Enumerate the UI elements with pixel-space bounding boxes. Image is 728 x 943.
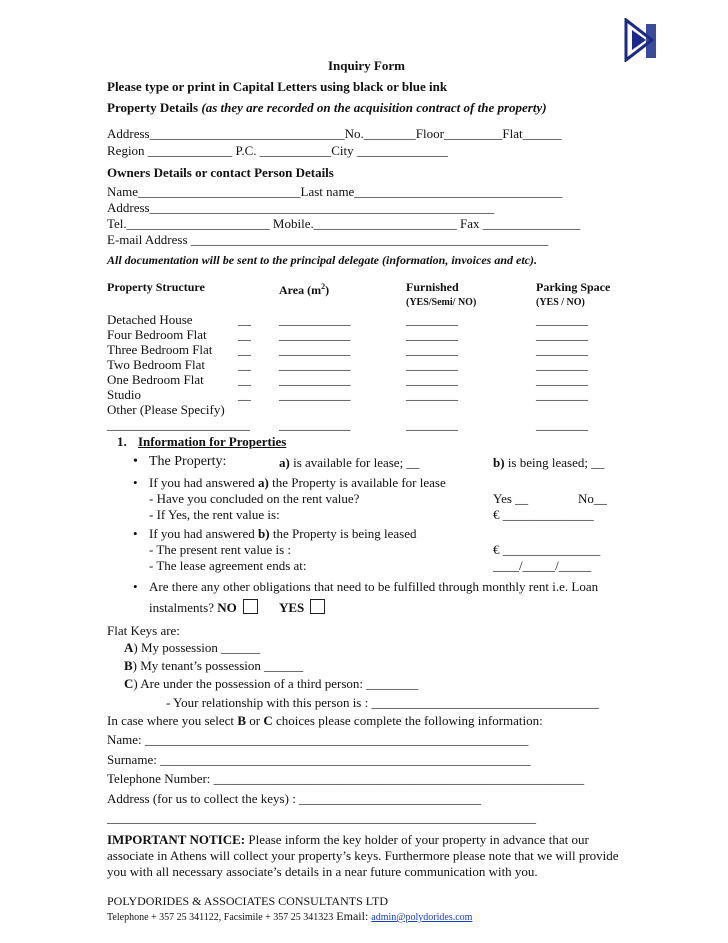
keyholder-address-line2[interactable]: __________________________________________________________________ [107,810,536,825]
footer-email-link[interactable]: admin@polydorides.com [371,912,473,923]
keys-option-c[interactable]: C) Are under the possession of a third person: ________ [124,676,419,691]
row-dash[interactable]: __ [238,327,251,342]
col-furnished-sub: (YES/Semi/ NO) [406,297,477,308]
row-parking[interactable]: ________ [536,357,588,372]
row-label: Detached House [107,312,193,327]
yes-label: YES [279,600,305,615]
row-dash[interactable]: __ [238,387,251,402]
footer-company: POLYDORIDES & ASSOCIATES CONSULTANTS LTD [107,894,388,908]
col-area: Area $(m^2)$ [279,282,330,297]
row-furnished[interactable]: ________ [406,342,458,357]
q-present: - The present rent value is : [149,542,291,557]
lease-end-field[interactable]: ____/_____/_____ [493,558,592,573]
row-dash[interactable]: __ [238,357,251,372]
row-label: One Bedroom Flat [107,372,204,387]
instruction-text: Please type or print in Capital Letters using black or blue ink [107,79,448,94]
keyholder-surname[interactable]: Surname: _________________________________________________________ [107,752,531,767]
q-other-line2: instalments? NO YES [149,599,325,616]
row-parking[interactable]: ________ [536,342,588,357]
row-dash[interactable]: __ [238,312,251,327]
col-parking: Parking Space [536,280,611,294]
other-line[interactable]: ______________________ [107,417,250,432]
keys-option-b[interactable]: B) My tenant’s possession ______ [124,658,304,673]
footer-contact: Telephone + 357 25 341122, Facsimile + 357 25 341323 Email: admin@polydorides.com [107,909,473,923]
row-furnished[interactable]: ________ [406,357,458,372]
no-label: NO [217,600,237,615]
q-rent: - If Yes, the rent value is: [149,507,280,522]
col-furnished: Furnished [406,280,459,294]
no-field[interactable]: No__ [578,491,607,506]
row-parking[interactable]: ________ [536,387,588,402]
owner-heading: Owners Details or contact Person Details [107,165,334,180]
owner-email-line[interactable]: E-mail Address _______________________________________________________ [107,232,549,247]
option-a[interactable]: a) is available for lease; __ [279,455,420,470]
row-parking[interactable]: ________ [536,312,588,327]
section-number: 1. [117,434,127,449]
owner-address-line[interactable]: Address_____________________________________________________ [107,200,495,215]
important-line2: associate in Athens will collect your property’s keys. Furthermore please note that we will provide [107,848,619,863]
owner-phone-line[interactable]: Tel.______________________ Mobile.______________________ Fax _______________ [107,216,581,231]
keyholder-phone[interactable]: Telephone Number: _________________________________________________________ [107,771,585,786]
row-area[interactable]: ___________ [279,357,351,372]
keyholder-name[interactable]: Name: ___________________________________________________________ [107,732,529,747]
q-other-obligations: • Are there any other obligations that need to be fulfilled through monthly rent i.e. Loan [149,579,598,595]
q-ends: - The lease agreement ends at: [149,558,307,573]
col-parking-sub: (YES / NO) [536,297,585,308]
keys-option-a[interactable]: A) My possession ______ [124,640,261,655]
property-details-heading [107,100,547,116]
other-parking[interactable]: ________ [536,417,588,432]
section-title: Information for Properties [138,434,287,449]
row-furnished[interactable]: ________ [406,312,458,327]
present-rent-field[interactable]: € _______________ [493,542,601,557]
row-label: Three Bedroom Flat [107,342,213,357]
important-label: IMPORTANT NOTICE: [107,832,246,847]
row-furnished[interactable]: ________ [406,372,458,387]
col-structure: Property Structure [107,280,205,294]
row-area[interactable]: ___________ [279,372,351,387]
row-dash[interactable]: __ [238,372,251,387]
rent-field[interactable]: € ______________ [493,507,594,522]
row-label: Studio [107,387,141,402]
row-area[interactable]: ___________ [279,342,351,357]
row-area[interactable]: ___________ [279,312,351,327]
if-a-text: • If you had answered a) the Property is available for lease [149,475,446,491]
row-area[interactable]: ___________ [279,387,351,402]
yes-checkbox[interactable] [310,599,325,614]
region-line[interactable]: Region _____________ P.C. ___________City ______________ [107,143,448,158]
yes-field[interactable]: Yes __ [493,491,529,506]
property-details-note: (as they are recorded on the acquisition contract of the property) [201,100,547,115]
row-area[interactable]: ___________ [279,327,351,342]
address-line[interactable]: Address______________________________No.________Floor_________Flat______ [107,126,562,141]
other-furnished[interactable]: ________ [406,417,458,432]
row-dash[interactable]: __ [238,342,251,357]
row-label: Two Bedroom Flat [107,357,206,372]
row-label: Four Bedroom Flat [107,327,207,342]
row-parking[interactable]: ________ [536,372,588,387]
keys-heading: Flat Keys are: [107,623,180,638]
row-furnished[interactable]: ________ [406,327,458,342]
form-title: Inquiry Form [328,58,405,73]
option-b[interactable]: b) is being leased; __ [493,455,605,470]
keyholder-address[interactable]: Address (for us to collect the keys) : ____________________________ [107,791,482,806]
row-parking[interactable]: ________ [536,327,588,342]
property-label: • The Property: [149,454,226,470]
q-concluded: - Have you concluded on the rent value? [149,491,360,506]
no-checkbox[interactable] [243,599,258,614]
property-details-label: Property Details [107,100,199,115]
other-area[interactable]: ___________ [279,417,351,432]
important-line3: you with all necessary associate’s details in a near future communication with you. [107,864,538,879]
relationship-line[interactable]: - Your relationship with this person is : ___________________________________ [166,695,599,710]
in-case-text: In case where you select B or C choices please complete the following information: [107,713,543,728]
other-label: Other (Please Specify) [107,402,225,417]
owner-name-line[interactable]: Name_________________________Last name________________________________ [107,184,563,199]
if-b-text: • If you had answered b) the Property is being leased [149,526,417,542]
delegate-notice: All documentation will be sent to the principal delegate (information, invoices and etc). [107,253,537,267]
row-furnished[interactable]: ________ [406,387,458,402]
important-notice: IMPORTANT NOTICE: Please inform the key holder of your property in advance that our [107,832,589,847]
company-logo [622,18,666,62]
